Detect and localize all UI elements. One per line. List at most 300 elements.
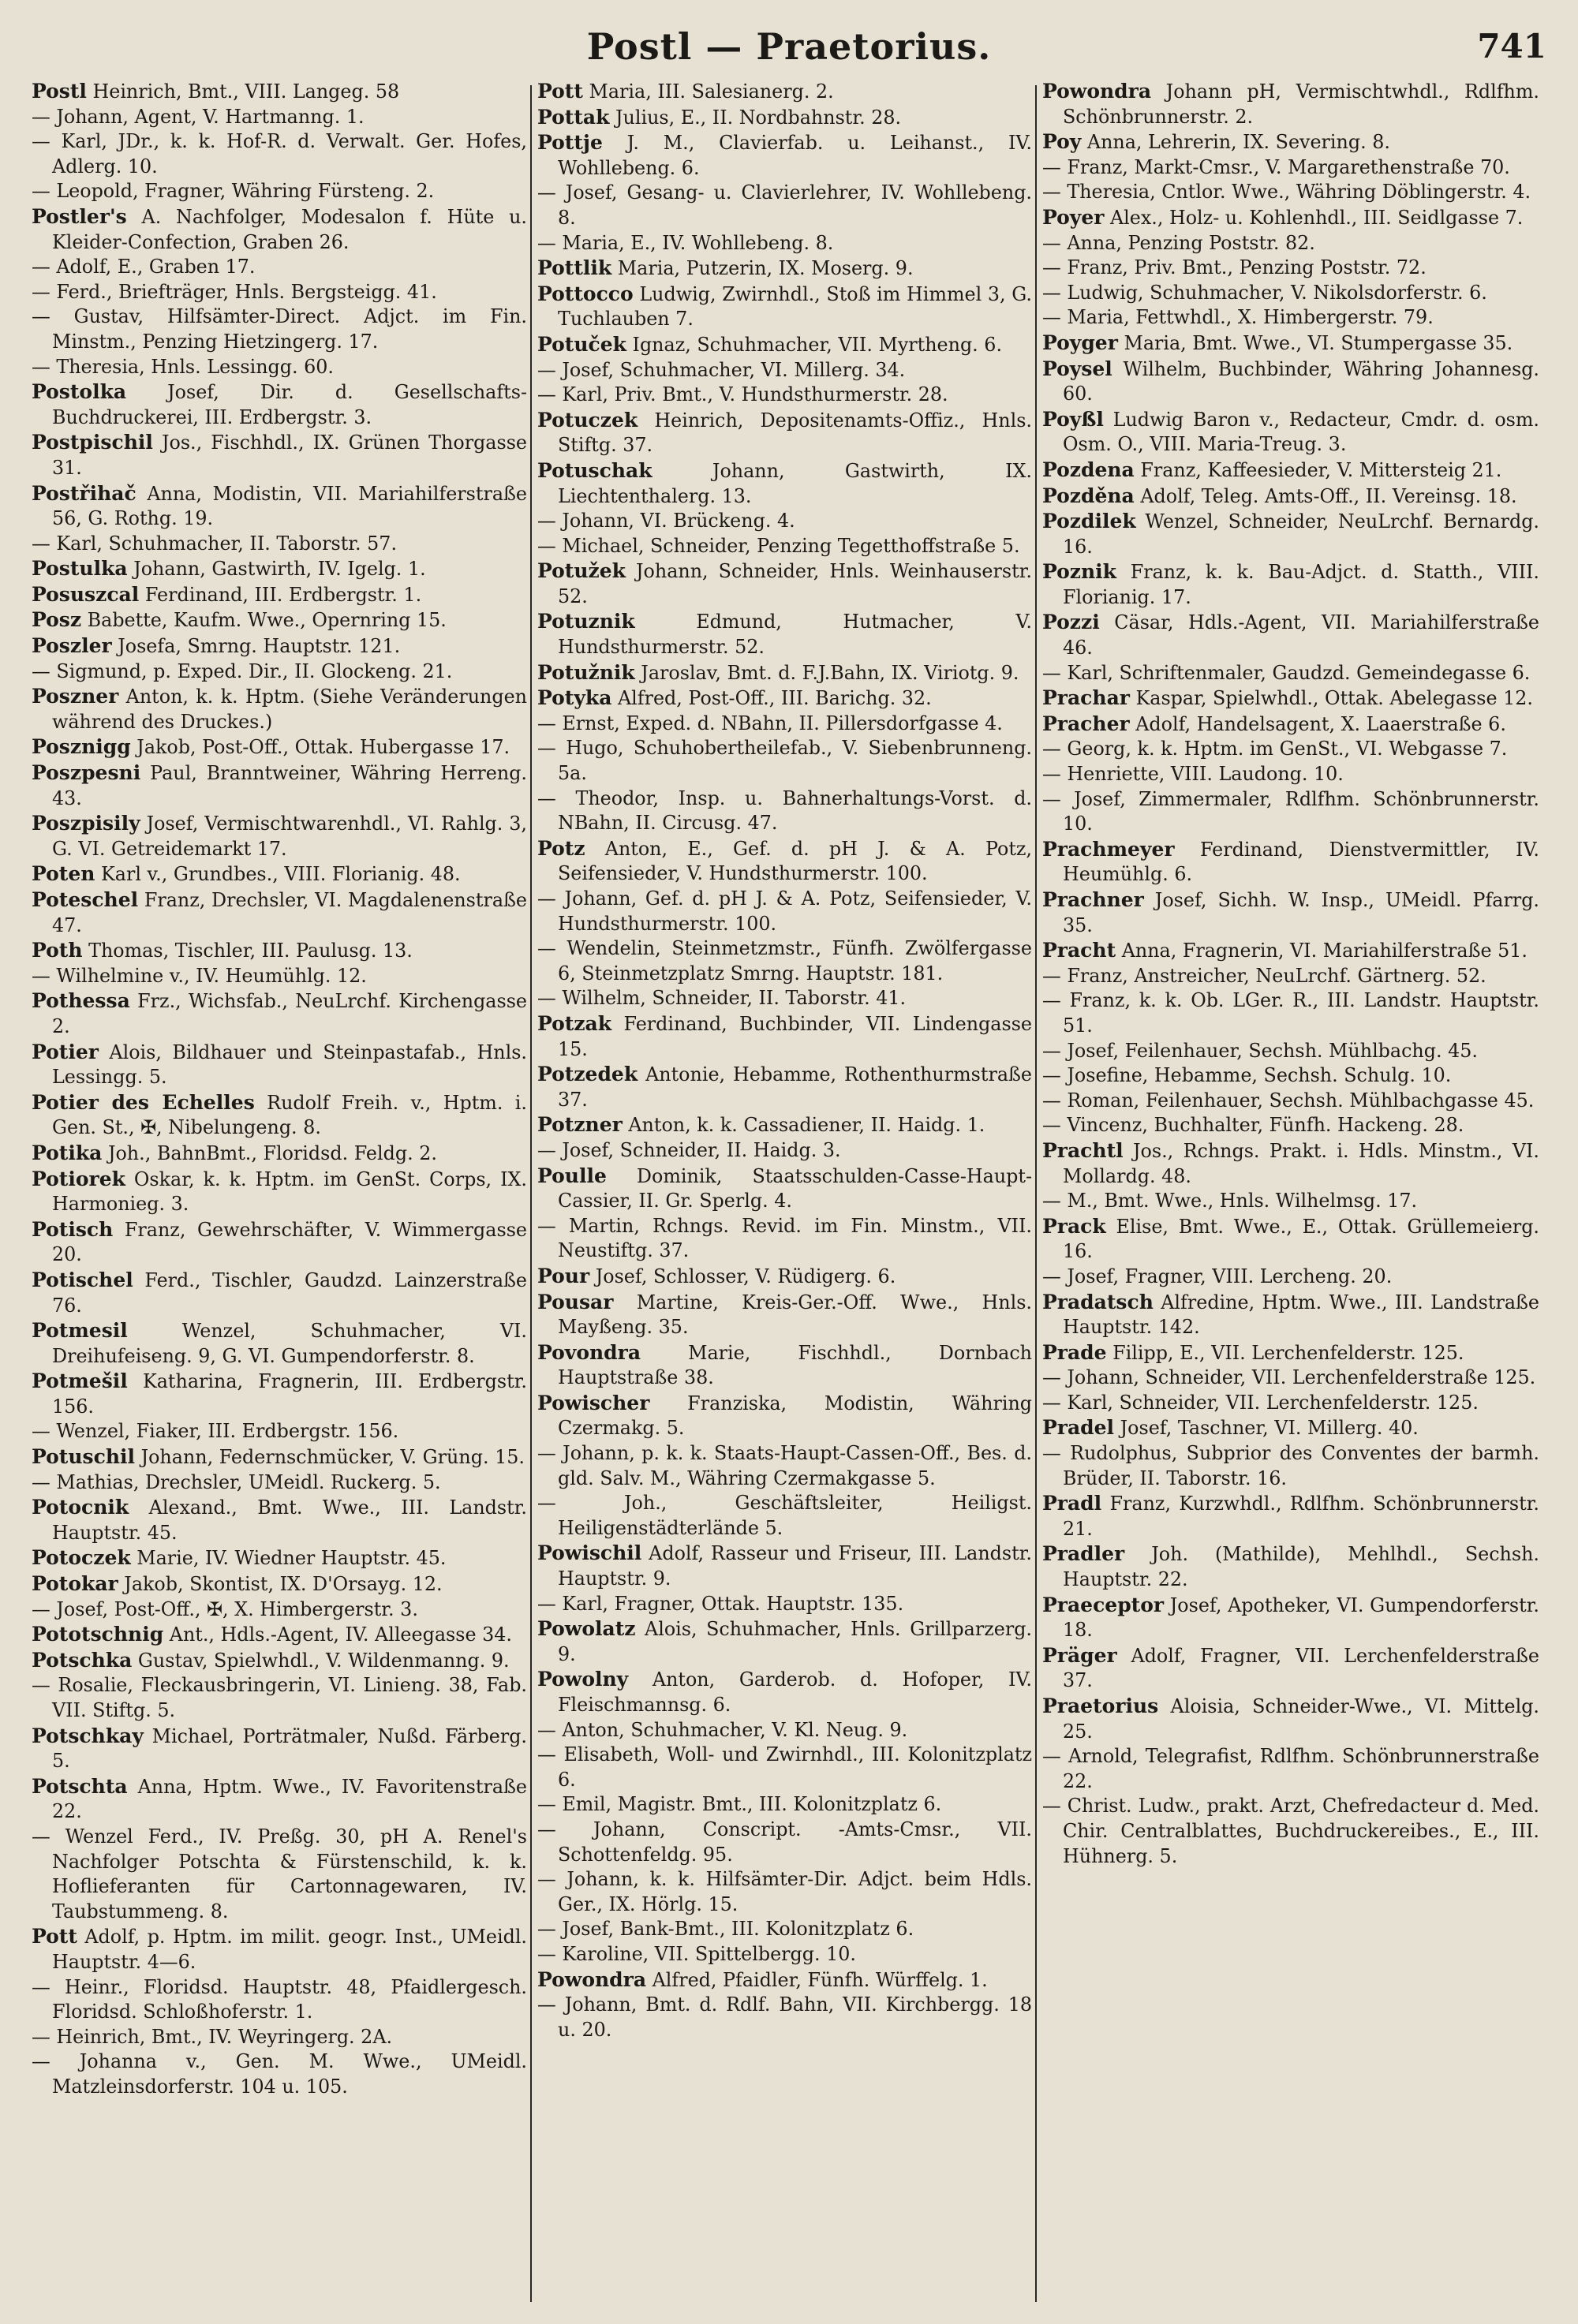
directory-entry xyxy=(32,1597,527,1623)
entry-surname: Potzak xyxy=(537,1011,612,1035)
directory-entry xyxy=(537,358,1032,383)
directory-entry xyxy=(537,1391,1032,1441)
directory-entry xyxy=(1042,964,1539,989)
entry-surname: Postl xyxy=(32,80,87,103)
entry-surname: Poyger xyxy=(1042,331,1118,354)
entry-details: — Maria, E., IV. Wohllebeng. 8. xyxy=(537,231,834,254)
entry-surname: Potischel xyxy=(32,1268,133,1291)
entry-details: — Ernst, Exped. d. NBahn, II. Pillersdorfgasse 4. xyxy=(537,712,1003,734)
directory-entry xyxy=(1042,1089,1539,1114)
entry-details: A. Nachfolger, Modesalon f. Hüte u. Kleider-Confection, Graben 26. xyxy=(52,205,527,253)
directory-entry xyxy=(32,79,527,105)
entry-details: Heinrich, Depositenamts-Offiz., Hnls. Stiftg. 37. xyxy=(558,409,1032,457)
directory-entry xyxy=(1042,1694,1539,1744)
entry-surname: Pradl xyxy=(1042,1492,1102,1515)
entry-details: Gustav, Spielwhdl., V. Wildenmanng. 9. xyxy=(132,1649,510,1672)
directory-entry xyxy=(537,534,1032,559)
entry-details: Joh., BahnBmt., Floridsd. Feldg. 2. xyxy=(102,1141,437,1164)
entry-details: Ferd., Tischler, Gaudzd. Lainzerstraße 76. xyxy=(52,1268,527,1317)
entry-surname: Prachner xyxy=(1042,888,1144,911)
directory-entry xyxy=(537,1138,1032,1164)
entry-surname: Präger xyxy=(1042,1643,1117,1667)
entry-surname: Posuszcal xyxy=(32,582,140,606)
running-head: Postl — Praetorius. xyxy=(586,25,992,68)
directory-entry xyxy=(537,408,1032,458)
directory-entry xyxy=(32,305,527,354)
entry-details: Franz, k. k. Bau-Adjct. d. Statth., VIII. Florianig. 17. xyxy=(1063,561,1539,608)
directory-entry xyxy=(32,1495,527,1545)
entry-details: Josef, Dir. d. Gesellschafts-Buchdruckerei, III. Erdbergstr. 3. xyxy=(52,381,527,428)
entry-details: Julius, E., II. Nordbahnstr. 28. xyxy=(609,106,902,129)
directory-entry xyxy=(1042,762,1539,787)
entry-details: Oskar, k. k. Hptm. im GenSt. Corps, IX. Harmonieg. 3. xyxy=(52,1168,527,1216)
directory-entry xyxy=(1042,1541,1539,1592)
entry-details: — Arnold, Telegrafist, Rdlfhm. Schönbrunnerstraße 22. xyxy=(1042,1745,1539,1792)
entry-details: Franz, Kaffeesieder, V. Mittersteig 21. xyxy=(1134,458,1502,481)
directory-entry xyxy=(1042,661,1539,686)
entry-surname: Potzedek xyxy=(537,1063,638,1086)
directory-entry xyxy=(1042,1643,1539,1694)
directory-entry xyxy=(537,1792,1032,1818)
entry-details: — Heinr., Floridsd. Hauptstr. 48, Pfaidlergesch. Floridsd. Schloßhoferstr. 1. xyxy=(32,1975,527,2023)
entry-details: Babette, Kaufm. Wwe., Opernring 15. xyxy=(81,609,447,632)
directory-entry xyxy=(32,607,527,633)
entry-details: — Johann, VI. Brückeng. 4. xyxy=(537,510,795,532)
directory-entry xyxy=(32,582,527,608)
entry-details: Anna, Modistin, VII. Mariahilferstraße 56, G. Rothg. 19. xyxy=(52,482,527,530)
directory-entry xyxy=(537,1340,1032,1391)
entry-surname: Potier xyxy=(32,1040,99,1063)
directory-entry xyxy=(1042,938,1539,964)
entry-details: Johann, Federnschmücker, V. Grüng. 15. xyxy=(135,1446,525,1469)
entry-details: — Johann, k. k. Hilfsämter-Dir. Adjct. beim Hdls. Ger., IX. Hörlg. 15. xyxy=(537,1868,1032,1915)
directory-entry xyxy=(32,481,527,532)
directory-entry xyxy=(537,1667,1032,1717)
directory-entry xyxy=(32,1369,527,1419)
entry-surname: Prachar xyxy=(1042,686,1130,710)
directory-entry xyxy=(32,1774,527,1825)
entry-surname: Powischer xyxy=(537,1391,650,1414)
entry-details: Alexand., Bmt. Wwe., III. Landstr. Hauptstr. 45. xyxy=(52,1496,527,1544)
entry-surname: Pottje xyxy=(537,131,603,155)
directory-entry xyxy=(1042,129,1539,155)
entry-surname: Poznik xyxy=(1042,560,1116,584)
entry-surname: Praeceptor xyxy=(1042,1593,1165,1616)
directory-entry xyxy=(1042,331,1539,357)
directory-entry xyxy=(537,1818,1032,1867)
entry-surname: Powondra xyxy=(1042,80,1152,103)
entry-details: — Heinrich, Bmt., IV. Weyringerg. 2A. xyxy=(32,2025,393,2048)
entry-details: — Gustav, Hilfsämter-Direct. Adjct. im Fin. Minstm., Penzing Hietzingerg. 17. xyxy=(32,305,527,353)
entry-details: — Johann, Gef. d. pH J. & A. Potz, Seifensieder, V. Hundsthurmerstr. 100. xyxy=(537,887,1032,935)
directory-entry xyxy=(537,509,1032,534)
directory-entry xyxy=(537,1616,1032,1667)
entry-surname: Potuschil xyxy=(32,1445,135,1469)
directory-entry xyxy=(32,861,527,887)
entry-details: J. M., Clavierfab. u. Leihanst., IV. Wohllebeng. 6. xyxy=(558,132,1032,179)
directory-column-3 xyxy=(1042,79,1539,2303)
entry-surname: Posz xyxy=(32,608,82,632)
directory-entry xyxy=(1042,305,1539,331)
directory-column-2 xyxy=(537,79,1032,2303)
entry-surname: Powondra xyxy=(537,1967,647,1991)
directory-entry xyxy=(32,1167,527,1217)
directory-entry xyxy=(537,1491,1032,1541)
entry-surname: Potocnik xyxy=(32,1496,129,1519)
entry-surname: Potuznik xyxy=(537,610,635,633)
entry-details: — Roman, Feilenhauer, Sechsh. Mühlbachgasse 45. xyxy=(1042,1089,1535,1112)
entry-surname: Postolka xyxy=(32,380,127,404)
entry-details: Ludwig, Zwirnhdl., Stoß im Himmel 3, G. Tuchlauben 7. xyxy=(558,282,1032,331)
directory-entry xyxy=(537,1942,1032,1967)
entry-surname: Potužnik xyxy=(537,660,635,684)
directory-entry xyxy=(1042,407,1539,458)
entry-details: — Karl, Fragner, Ottak. Hauptstr. 135. xyxy=(537,1592,904,1615)
entry-details: Johann, Gastwirth, IV. Igelg. 1. xyxy=(127,558,426,581)
entry-surname: Pradler xyxy=(1042,1542,1125,1566)
directory-entry xyxy=(32,887,527,938)
directory-entry xyxy=(537,887,1032,936)
entry-surname: Powolatz xyxy=(537,1617,636,1641)
directory-entry xyxy=(32,1825,527,1924)
entry-details: — Rudolphus, Subprior des Conventes der barmh. Brüder, II. Taborstr. 16. xyxy=(1042,1442,1539,1489)
entry-details: — Josef, Fragner, VIII. Lercheng. 20. xyxy=(1042,1265,1393,1287)
entry-details: Adolf, p. Hptm. im milit. geogr. Inst., UMeidl. Hauptstr. 4—6. xyxy=(52,1926,527,1973)
directory-entry xyxy=(537,332,1032,358)
entry-details: Josef, Apotheker, VI. Gumpendorferstr. 18. xyxy=(1063,1594,1539,1642)
directory-entry xyxy=(537,231,1032,256)
entry-surname: Poszpesni xyxy=(32,761,141,785)
entry-surname: Potiorek xyxy=(32,1167,125,1190)
entry-surname: Pothessa xyxy=(32,989,130,1013)
entry-details: — Theresia, Hnls. Lessingg. 60. xyxy=(32,355,334,378)
page-number: 741 xyxy=(1477,27,1546,65)
entry-details: Adolf, Teleg. Amts-Off., II. Vereinsg. 18. xyxy=(1134,484,1517,507)
entry-details: Rudolf Freih. v., Hptm. i. Gen. St., ✠, Nibelungeng. 8. xyxy=(52,1091,527,1139)
directory-entry xyxy=(32,1648,527,1674)
entry-details: — Wenzel, Fiaker, III. Erdbergstr. 156. xyxy=(32,1420,399,1443)
directory-entry xyxy=(32,2025,527,2050)
entry-surname: Potužek xyxy=(537,559,626,583)
directory-entry xyxy=(537,458,1032,509)
directory-entry xyxy=(1042,1189,1539,1214)
entry-details: — M., Bmt. Wwe., Hnls. Wilhelmsg. 17. xyxy=(1042,1190,1418,1212)
entry-details: Jos., Fischhdl., IX. Grünen Thorgasse 31. xyxy=(52,432,527,479)
entry-details: Joh. (Mathilde), Mehlhdl., Sechsh. Hauptstr. 22. xyxy=(1063,1543,1539,1591)
entry-details: Michael, Porträtmaler, Nußd. Färberg. 5. xyxy=(52,1724,527,1773)
entry-details: Josef, Taschner, VI. Millerg. 40. xyxy=(1114,1417,1419,1440)
directory-entry xyxy=(1042,231,1539,256)
directory-entry xyxy=(537,1993,1032,2042)
entry-surname: Potschka xyxy=(32,1648,133,1672)
directory-entry xyxy=(1042,686,1539,712)
entry-details: Katharina, Fragnerin, III. Erdbergstr. 156. xyxy=(52,1370,527,1418)
directory-entry xyxy=(1042,1138,1539,1189)
directory-entry xyxy=(32,1268,527,1318)
directory-entry xyxy=(32,1217,527,1268)
directory-entry xyxy=(537,1541,1032,1591)
directory-entry xyxy=(537,1867,1032,1917)
entry-details: Anton, E., Gef. d. pH J. & A. Potz, Seifensieder, V. Hundsthurmerstr. 100. xyxy=(558,837,1032,885)
entry-details: Ferdinand, Buchbinder, VII. Lindengasse 15. xyxy=(558,1012,1032,1060)
entry-details: — Christ. Ludw., prakt. Arzt, Chefredacteur d. Med. Chir. Centralblattes, Buchdruckereibes., E., III. Hühnerg. 5. xyxy=(1042,1795,1539,1867)
entry-details: — Michael, Schneider, Penzing Tegetthoffstraße 5. xyxy=(537,534,1020,557)
entry-details: — Theodor, Insp. u. Bahnerhaltungs-Vorst. d. NBahn, II. Circusg. 47. xyxy=(537,786,1032,835)
directory-entry xyxy=(537,1718,1032,1743)
entry-details: Anna, Hptm. Wwe., IV. Favoritenstraße 22. xyxy=(52,1775,527,1823)
entry-details: Alfredine, Hptm. Wwe., III. Landstraße Hauptstr. 142. xyxy=(1063,1291,1539,1339)
entry-details: Ferdinand, III. Erdbergstr. 1. xyxy=(139,583,422,606)
entry-details: — Martin, Rchngs. Revid. im Fin. Minstm., VII. Neustiftg. 37. xyxy=(537,1214,1032,1262)
directory-entry xyxy=(1042,737,1539,762)
page-header xyxy=(32,14,1546,77)
entry-surname: Prack xyxy=(1042,1214,1106,1238)
directory-entry xyxy=(537,282,1032,332)
entry-details: Karl v., Grundbes., VIII. Florianig. 48. xyxy=(95,863,461,886)
entry-details: Josefa, Smrng. Hauptstr. 121. xyxy=(111,635,401,658)
directory-entry xyxy=(537,1592,1032,1617)
directory-entry xyxy=(1042,256,1539,281)
directory-entry xyxy=(1042,281,1539,306)
entry-surname: Potzner xyxy=(537,1113,623,1137)
directory-entry xyxy=(537,660,1032,686)
entry-surname: Praetorius xyxy=(1042,1694,1159,1717)
entry-surname: Pozzi xyxy=(1042,611,1100,634)
entry-details: Antonie, Hebamme, Rothenthurmstraße 37. xyxy=(558,1063,1032,1111)
entry-details: Anton, k. k. Hptm. (Siehe Veränderungen während des Druckes.) xyxy=(52,686,527,733)
entry-details: Martine, Kreis-Ger.-Off. Wwe., Hnls. Mayßeng. 35. xyxy=(558,1291,1032,1339)
entry-details: Adolf, Fragner, VII. Lerchenfelderstraße 37. xyxy=(1063,1644,1539,1692)
entry-details: — Josef, Feilenhauer, Sechsh. Mühlbachg. 45. xyxy=(1042,1039,1478,1062)
entry-details: Josef, Vermischtwarenhdl., VI. Rahlg. 3, G. VI. Getreidemarkt 17. xyxy=(52,813,527,860)
directory-entry xyxy=(537,1917,1032,1942)
directory-entry xyxy=(32,811,527,861)
directory-entry xyxy=(1042,1340,1539,1366)
entry-details: — Wilhelmine v., IV. Heumühlg. 12. xyxy=(32,964,367,987)
entry-surname: Prade xyxy=(1042,1340,1107,1364)
entry-surname: Pradatsch xyxy=(1042,1290,1154,1313)
directory-entry xyxy=(537,1112,1032,1138)
directory-entry xyxy=(537,836,1032,887)
directory-entry xyxy=(537,986,1032,1011)
directory-entry xyxy=(1042,610,1539,660)
directory-entry xyxy=(1042,1063,1539,1089)
directory-entry xyxy=(32,255,527,280)
entry-details: — Ludwig, Schuhmacher, V. Nikolsdorferstr. 6. xyxy=(1042,281,1487,304)
directory-entry xyxy=(537,1164,1032,1214)
directory-entry xyxy=(32,734,527,760)
entry-details: Ferdinand, Dienstvermittler, IV. Heumühlg. 6. xyxy=(1063,838,1539,886)
directory-entry xyxy=(1042,787,1539,837)
entry-surname: Poszpisily xyxy=(32,812,140,835)
entry-surname: Pozdilek xyxy=(1042,510,1136,533)
entry-surname: Pozděna xyxy=(1042,484,1135,507)
directory-entry xyxy=(32,105,527,130)
entry-details: Elise, Bmt. Wwe., E., Ottak. Grüllemeierg. 16. xyxy=(1063,1215,1539,1263)
entry-surname: Pott xyxy=(537,80,583,103)
entry-details: Johann pH, Vermischtwhdl., Rdlfhm. Schönbrunnerstr. 2. xyxy=(1063,80,1539,128)
entry-surname: Potuczek xyxy=(537,408,638,432)
directory-entry xyxy=(1042,79,1539,129)
entry-details: — Vincenz, Buchhalter, Fünfh. Hackeng. 28. xyxy=(1042,1114,1464,1137)
entry-details: — Johanna v., Gen. M. Wwe., UMeidl. Matzleinsdorferstr. 104 u. 105. xyxy=(32,2050,527,2098)
entry-details: — Josef, Gesang- u. Clavierlehrer, IV. Wohllebeng. 8. xyxy=(537,181,1032,229)
entry-details: Alois, Schuhmacher, Hnls. Grillparzerg. 9. xyxy=(558,1618,1032,1665)
entry-details: — Karl, Schneider, VII. Lerchenfelderstr. 125. xyxy=(1042,1391,1479,1414)
directory-entry xyxy=(32,659,527,685)
entry-details: — Maria, Fettwhdl., X. Himbergerstr. 79. xyxy=(1042,306,1434,329)
entry-details: Wenzel, Schuhmacher, VI. Dreihufeiseng. 9, G. VI. Gumpendorferstr. 8. xyxy=(52,1320,527,1367)
entry-surname: Potuček xyxy=(537,332,626,356)
entry-details: Maria, III. Salesianerg. 2. xyxy=(582,80,834,103)
entry-details: — Johann, Schneider, VII. Lerchenfelderstraße 125. xyxy=(1042,1366,1536,1389)
directory-entry xyxy=(1042,155,1539,181)
directory-entry xyxy=(32,1622,527,1648)
directory-entry xyxy=(32,2049,527,2099)
entry-details: — Mathias, Drechsler, UMeidl. Ruckerg. 5. xyxy=(32,1470,441,1493)
directory-entry xyxy=(1042,837,1539,887)
entry-surname: Poteschel xyxy=(32,888,139,911)
entry-surname: Poyer xyxy=(1042,205,1105,229)
entry-details: Adolf, Handelsagent, X. Laaerstraße 6. xyxy=(1129,712,1506,735)
directory-entry xyxy=(1042,484,1539,510)
directory-entry xyxy=(32,760,527,811)
directory-entry xyxy=(32,1318,527,1369)
directory-entry xyxy=(1042,357,1539,407)
directory-entry xyxy=(537,1011,1032,1062)
entry-details: — Franz, k. k. Ob. LGer. R., III. Landstr. Hauptstr. 51. xyxy=(1042,989,1539,1037)
entry-details: — Josefine, Hebamme, Sechsh. Schulg. 10. xyxy=(1042,1064,1452,1087)
directory-entry xyxy=(32,280,527,305)
entry-surname: Posznigg xyxy=(32,735,131,759)
entry-details: — Johann, p. k. k. Staats-Haupt-Cassen-Off., Bes. d. gld. Salv. M., Währing Czermakgasse 5. xyxy=(537,1442,1032,1489)
entry-details: — Theresia, Cntlor. Wwe., Währing Döblingerstr. 4. xyxy=(1042,181,1531,204)
entry-details: — Johann, Bmt. d. Rdlf. Bahn, VII. Kirchbergg. 18 u. 20. xyxy=(537,1993,1032,2041)
entry-surname: Poyßl xyxy=(1042,407,1104,431)
entry-surname: Potz xyxy=(537,836,585,860)
directory-entry xyxy=(537,105,1032,131)
directory-entry xyxy=(1042,1290,1539,1340)
entry-details: — Anna, Penzing Poststr. 82. xyxy=(1042,231,1315,254)
entry-details: — Johann, Conscript. -Amts-Cmsr., VII. Schottenfeldg. 95. xyxy=(537,1818,1032,1866)
directory-entry xyxy=(537,1441,1032,1491)
column-divider xyxy=(530,85,532,2302)
directory-entry xyxy=(1042,1039,1539,1064)
entry-details: Johann, Gastwirth, IX. Liechtenthalerg. 13. xyxy=(558,459,1032,507)
entry-details: — Elisabeth, Woll- und Zwirnhdl., III. Kolonitzplatz 6. xyxy=(537,1743,1032,1791)
entry-details: Jakob, Skontist, IX. D'Orsayg. 12. xyxy=(118,1573,443,1596)
entry-surname: Potokar xyxy=(32,1572,118,1596)
directory-entry xyxy=(537,609,1032,659)
directory-entry xyxy=(537,1062,1032,1112)
entry-details: Aloisia, Schneider-Wwe., VI. Mittelg. 25. xyxy=(1063,1695,1539,1743)
entry-details: Wenzel, Schneider, NeuLrchf. Bernardg. 16. xyxy=(1063,510,1539,558)
directory-entry xyxy=(32,1090,527,1141)
entry-details: Josef, Sichh. W. Insp., UMeidl. Pfarrg. 35. xyxy=(1063,889,1539,936)
entry-surname: Pour xyxy=(537,1264,590,1287)
entry-surname: Potier des Echelles xyxy=(32,1090,255,1114)
directory-entry xyxy=(1042,887,1539,938)
entry-surname: Povondra xyxy=(537,1340,641,1364)
directory-entry xyxy=(537,786,1032,836)
entry-surname: Pottlik xyxy=(537,256,612,280)
entry-details: — Leopold, Fragner, Währing Fürsteng. 2. xyxy=(32,180,435,203)
directory-entry xyxy=(32,1419,527,1444)
entry-details: — Karl, Schriftenmaler, Gaudzd. Gemeindegasse 6. xyxy=(1042,661,1531,684)
entry-details: Cäsar, Hdls.-Agent, VII. Mariahilferstraße 46. xyxy=(1063,611,1539,659)
entry-surname: Poulle xyxy=(537,1164,607,1187)
directory-entry xyxy=(32,1571,527,1597)
entry-surname: Poszner xyxy=(32,685,119,708)
entry-details: Dominik, Staatsschulden-Casse-Haupt-Cassier, II. Gr. Sperlg. 4. xyxy=(558,1164,1032,1212)
entry-details: Alfred, Pfaidler, Fünfh. Würffelg. 1. xyxy=(646,1968,988,1991)
entry-surname: Pottocco xyxy=(537,282,634,305)
directory-entry xyxy=(1042,180,1539,205)
directory-entry xyxy=(537,1290,1032,1340)
directory-entry xyxy=(32,1545,527,1571)
entry-details: Adolf, Rasseur und Friseur, III. Landstr. Hauptstr. 9. xyxy=(558,1542,1032,1590)
entry-details: Heinrich, Bmt., VIII. Langeg. 58 xyxy=(86,80,400,103)
entry-details: Frz., Wichsfab., NeuLrchf. Kirchengasse 2. xyxy=(52,990,527,1037)
directory-entry xyxy=(1042,205,1539,231)
entry-details: Edmund, Hutmacher, V. Hundsthurmerstr. 52. xyxy=(558,611,1032,659)
directory-entry xyxy=(32,1673,527,1723)
entry-details: — Rosalie, Fleckausbringerin, VI. Linieng. 38, Fab. VII. Stiftg. 5. xyxy=(32,1674,527,1721)
directory-entry xyxy=(1042,1214,1539,1265)
entry-details: Marie, Fischhdl., Dornbach Hauptstraße 38. xyxy=(558,1341,1032,1389)
directory-entry xyxy=(537,1743,1032,1792)
directory-entry xyxy=(537,181,1032,230)
entry-surname: Pott xyxy=(32,1925,77,1948)
entry-surname: Prachmeyer xyxy=(1042,837,1175,861)
entry-details: Anton, Garderob. d. Hofoper, IV. Fleischmannsg. 6. xyxy=(558,1668,1032,1716)
entry-details: Maria, Putzerin, IX. Moserg. 9. xyxy=(611,257,914,280)
entry-details: Thomas, Tischler, III. Paulusg. 13. xyxy=(82,940,413,962)
directory-entry xyxy=(32,988,527,1039)
directory-column-1 xyxy=(32,79,527,2303)
entry-details: Paul, Branntweiner, Währing Herreng. 43. xyxy=(52,762,527,809)
directory-entry xyxy=(1042,1794,1539,1869)
directory-entry xyxy=(537,736,1032,786)
entry-details: — Josef, Bank-Bmt., III. Kolonitzplatz 6. xyxy=(537,1918,914,1941)
directory-entry xyxy=(1042,988,1539,1038)
directory-entry xyxy=(537,1967,1032,1993)
entry-surname: Potoczek xyxy=(32,1546,131,1570)
entry-surname: Postřihač xyxy=(32,481,136,505)
entry-surname: Postulka xyxy=(32,557,128,581)
entry-surname: Pracher xyxy=(1042,712,1130,735)
entry-surname: Potuschak xyxy=(537,458,653,482)
entry-surname: Pracht xyxy=(1042,939,1116,962)
directory-entry xyxy=(32,1924,527,1975)
entry-surname: Powischil xyxy=(537,1541,642,1565)
entry-details: Franz, Gewehrschäfter, V. Wimmergasse 20. xyxy=(52,1218,527,1266)
directory-entry xyxy=(537,383,1032,408)
entry-details: — Johann, Agent, V. Hartmanng. 1. xyxy=(32,105,365,128)
column-divider xyxy=(1035,85,1037,2302)
directory-entry xyxy=(32,179,527,204)
entry-details: Jos., Rchngs. Prakt. i. Hdls. Minstm., VI. Mollardg. 48. xyxy=(1063,1139,1539,1187)
entry-details: — Karl, Priv. Bmt., V. Hundsthurmerstr. 28. xyxy=(537,383,948,406)
entry-details: — Josef, Zimmermaler, Rdlfhm. Schönbrunnerstr. 10. xyxy=(1042,787,1539,835)
entry-surname: Pradel xyxy=(1042,1416,1115,1440)
entry-details: — Emil, Magistr. Bmt., III. Kolonitzplatz 6. xyxy=(537,1793,942,1816)
entry-surname: Poten xyxy=(32,862,95,886)
directory-entry xyxy=(32,430,527,480)
directory-entry xyxy=(537,559,1032,609)
entry-surname: Potisch xyxy=(32,1217,114,1241)
entry-details: Josef, Schlosser, V. Rüdigerg. 6. xyxy=(589,1265,896,1287)
